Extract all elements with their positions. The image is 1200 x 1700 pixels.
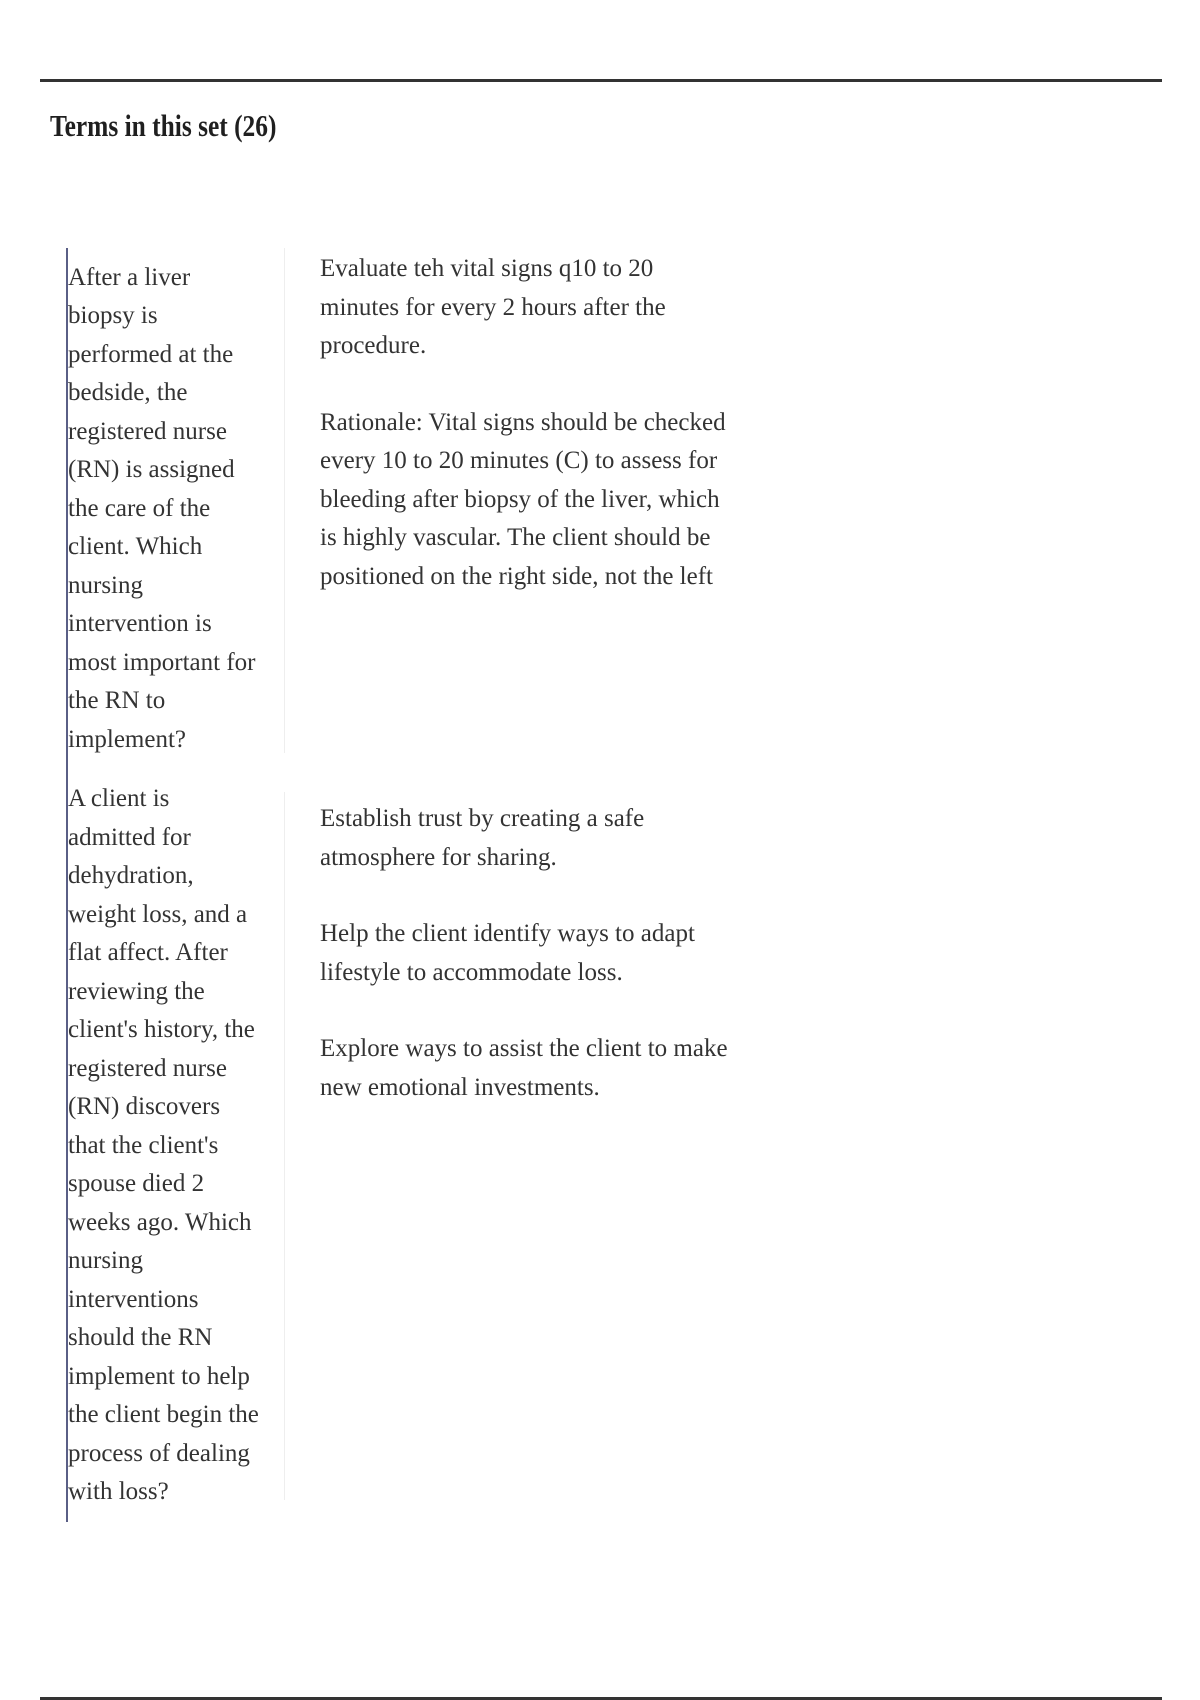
definition-paragraph: Evaluate teh vital signs q10 to 20 minutes for every 2 hours after the procedure.	[320, 255, 666, 359]
definition-side	[320, 250, 730, 596]
definition-side	[320, 800, 730, 1107]
term-text: A client is admitted for dehydration, weight loss, and a flat affect. After reviewing the client's history, the registered nurse (RN) discovers that the client's spouse died 2 weeks ago. Which nursing interventions should the RN implement to help the client begin the process of dealing with loss?	[68, 785, 259, 1506]
definition-paragraph: Help the client identify ways to adapt lifestyle to accommodate loss.	[320, 920, 695, 986]
card-column-divider	[284, 248, 285, 753]
definition-paragraph: Explore ways to assist the client to make new emotional investments.	[320, 1035, 728, 1101]
term-text: After a liver biopsy is performed at the bedside, the registered nurse (RN) is assigned the care of the client. Which nursing intervention is most important for the RN to implement?	[68, 263, 256, 753]
page-title: Terms in this set (26)	[50, 108, 277, 143]
definition-paragraph: Rationale: Vital signs should be checked every 10 to 20 minutes (C) to assess for bleeding after biopsy of the liver, which is highly vascular. The client should be positioned on the right side, not the left	[320, 408, 726, 590]
term-card	[68, 248, 968, 770]
term-side	[68, 248, 278, 770]
top-divider	[40, 79, 1162, 82]
term-card	[68, 770, 968, 1522]
card-column-divider	[284, 792, 285, 1500]
terms-list	[66, 248, 968, 1522]
definition-paragraph: Establish trust by creating a safe atmosphere for sharing.	[320, 805, 645, 871]
term-side	[68, 770, 278, 1522]
